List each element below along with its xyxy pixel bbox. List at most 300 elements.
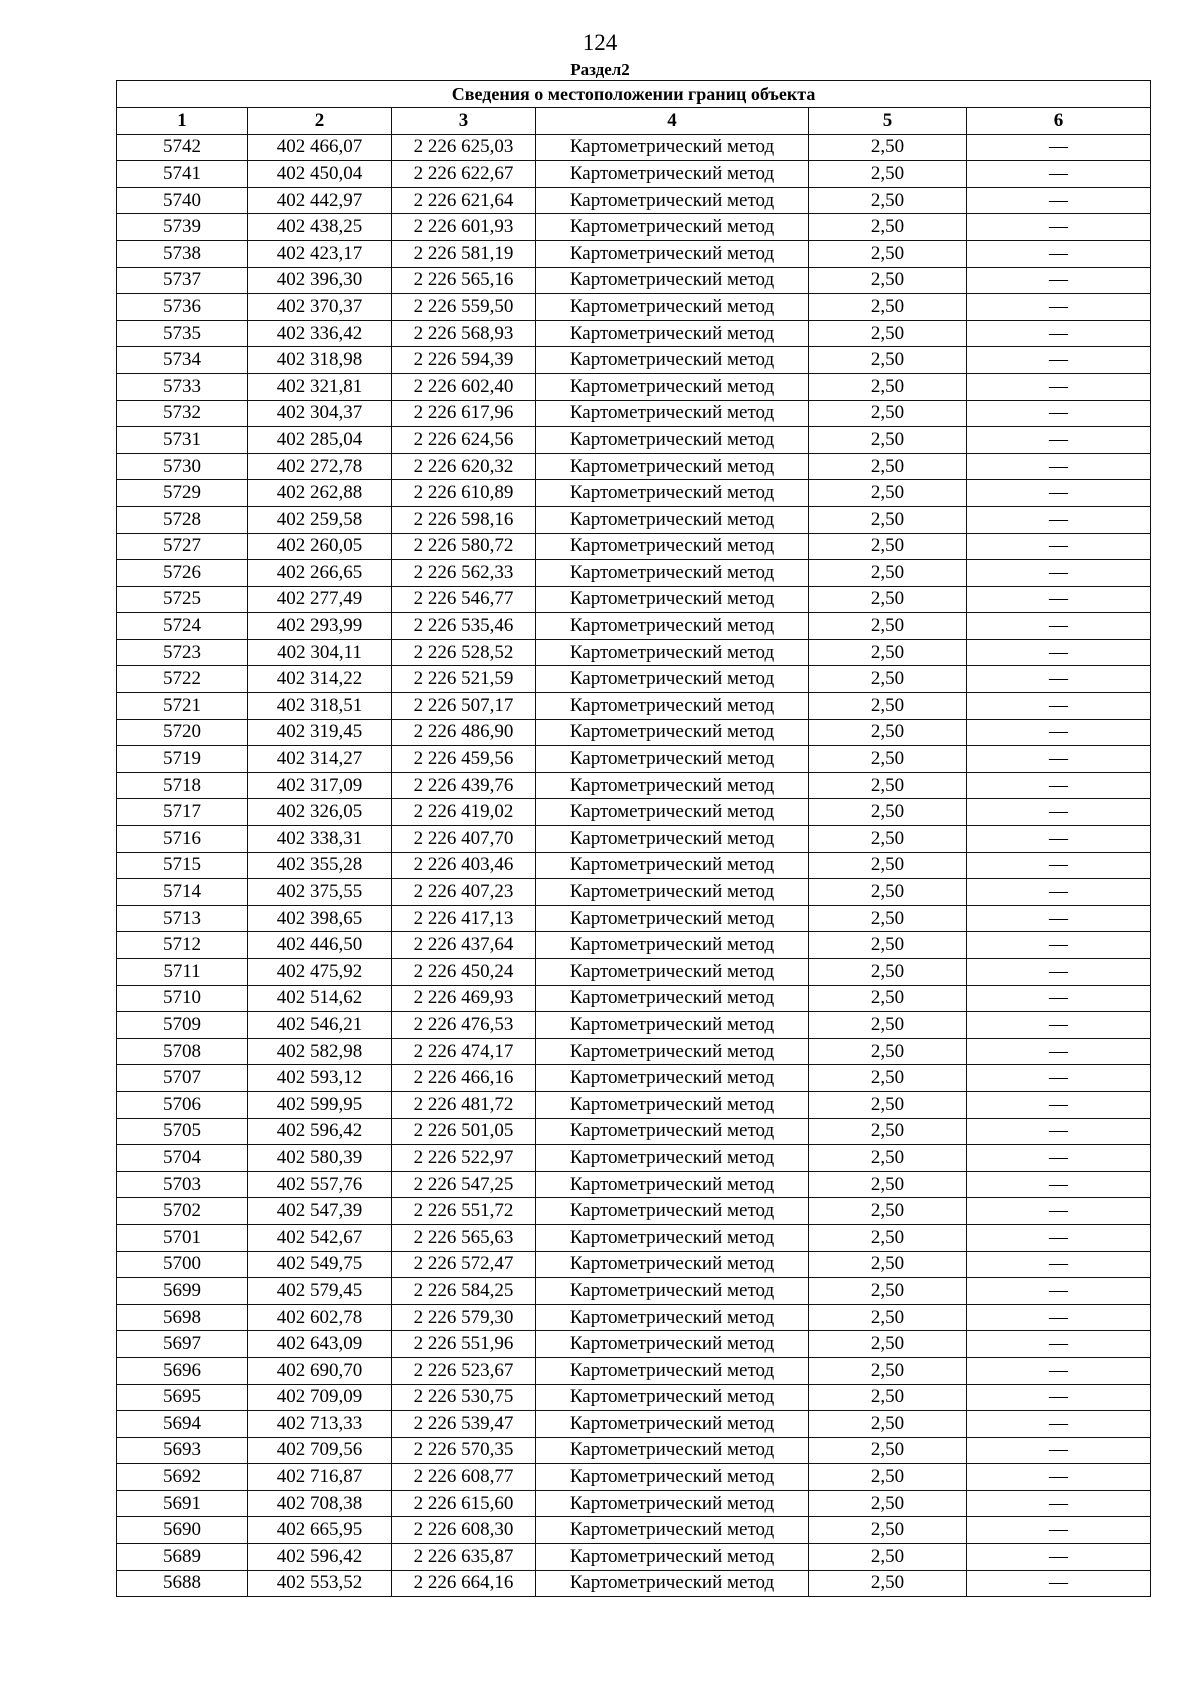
x-coordinate-cell: 402 580,39 — [248, 1145, 392, 1172]
precision-cell: 2,50 — [809, 1304, 967, 1331]
y-coordinate-cell: 2 226 621,64 — [392, 187, 536, 214]
method-cell: Картометрический метод — [536, 214, 809, 241]
table-row — [117, 693, 1151, 720]
point-number-cell: 5722 — [117, 666, 248, 693]
point-number-cell: 5729 — [117, 480, 248, 507]
table-row — [117, 347, 1151, 374]
table-row — [117, 772, 1151, 799]
precision-cell: 2,50 — [809, 267, 967, 294]
method-cell: Картометрический метод — [536, 905, 809, 932]
point-number-cell: 5733 — [117, 373, 248, 400]
method-cell: Картометрический метод — [536, 1544, 809, 1571]
point-number-cell: 5710 — [117, 985, 248, 1012]
x-coordinate-cell: 402 423,17 — [248, 240, 392, 267]
point-number-cell: 5742 — [117, 134, 248, 161]
table-row — [117, 1012, 1151, 1039]
precision-cell: 2,50 — [809, 480, 967, 507]
y-coordinate-cell: 2 226 530,75 — [392, 1384, 536, 1411]
precision-cell: 2,50 — [809, 1118, 967, 1145]
precision-cell: 2,50 — [809, 666, 967, 693]
point-number-cell: 5691 — [117, 1490, 248, 1517]
point-number-cell: 5697 — [117, 1331, 248, 1358]
y-coordinate-cell: 2 226 419,02 — [392, 799, 536, 826]
point-number-cell: 5689 — [117, 1544, 248, 1571]
method-cell: Картометрический метод — [536, 480, 809, 507]
point-number-cell: 5727 — [117, 533, 248, 560]
precision-cell: 2,50 — [809, 560, 967, 587]
method-cell: Картометрический метод — [536, 693, 809, 720]
point-number-cell: 5692 — [117, 1464, 248, 1491]
precision-cell: 2,50 — [809, 1251, 967, 1278]
method-cell: Картометрический метод — [536, 1570, 809, 1597]
method-cell: Картометрический метод — [536, 932, 809, 959]
x-coordinate-cell: 402 553,52 — [248, 1570, 392, 1597]
description-cell: — — [967, 267, 1151, 294]
y-coordinate-cell: 2 226 664,16 — [392, 1570, 536, 1597]
table-row — [117, 427, 1151, 454]
x-coordinate-cell: 402 643,09 — [248, 1331, 392, 1358]
point-number-cell: 5723 — [117, 639, 248, 666]
method-cell: Картометрический метод — [536, 1251, 809, 1278]
point-number-cell: 5712 — [117, 932, 248, 959]
table-row — [117, 666, 1151, 693]
table-row — [117, 985, 1151, 1012]
table-row — [117, 161, 1151, 188]
y-coordinate-cell: 2 226 602,40 — [392, 373, 536, 400]
precision-cell: 2,50 — [809, 1224, 967, 1251]
table-row — [117, 240, 1151, 267]
table-row — [117, 480, 1151, 507]
boundary-coordinates-table — [116, 80, 1151, 1597]
precision-cell: 2,50 — [809, 347, 967, 374]
x-coordinate-cell: 402 665,95 — [248, 1517, 392, 1544]
point-number-cell: 5688 — [117, 1570, 248, 1597]
table-row — [117, 1171, 1151, 1198]
point-number-cell: 5690 — [117, 1517, 248, 1544]
precision-cell: 2,50 — [809, 1411, 967, 1438]
description-cell: — — [967, 1038, 1151, 1065]
method-cell: Картометрический метод — [536, 1464, 809, 1491]
x-coordinate-cell: 402 713,33 — [248, 1411, 392, 1438]
description-cell: — — [967, 1171, 1151, 1198]
method-cell: Картометрический метод — [536, 1012, 809, 1039]
table-row — [117, 214, 1151, 241]
x-coordinate-cell: 402 475,92 — [248, 959, 392, 986]
point-number-cell: 5720 — [117, 719, 248, 746]
table-row — [117, 320, 1151, 347]
table-row — [117, 1384, 1151, 1411]
x-coordinate-cell: 402 304,11 — [248, 639, 392, 666]
precision-cell: 2,50 — [809, 294, 967, 321]
y-coordinate-cell: 2 226 584,25 — [392, 1278, 536, 1305]
description-cell: — — [967, 134, 1151, 161]
y-coordinate-cell: 2 226 523,67 — [392, 1357, 536, 1384]
x-coordinate-cell: 402 304,37 — [248, 400, 392, 427]
description-cell: — — [967, 852, 1151, 879]
description-cell: — — [967, 1331, 1151, 1358]
description-cell: — — [967, 347, 1151, 374]
x-coordinate-cell: 402 599,95 — [248, 1091, 392, 1118]
y-coordinate-cell: 2 226 635,87 — [392, 1544, 536, 1571]
y-coordinate-cell: 2 226 580,72 — [392, 533, 536, 560]
point-number-cell: 5705 — [117, 1118, 248, 1145]
precision-cell: 2,50 — [809, 879, 967, 906]
y-coordinate-cell: 2 226 407,70 — [392, 826, 536, 853]
x-coordinate-cell: 402 317,09 — [248, 772, 392, 799]
y-coordinate-cell: 2 226 521,59 — [392, 666, 536, 693]
x-coordinate-cell: 402 593,12 — [248, 1065, 392, 1092]
description-cell: — — [967, 1091, 1151, 1118]
method-cell: Картометрический метод — [536, 1517, 809, 1544]
precision-cell: 2,50 — [809, 799, 967, 826]
x-coordinate-cell: 402 375,55 — [248, 879, 392, 906]
x-coordinate-cell: 402 262,88 — [248, 480, 392, 507]
description-cell: — — [967, 1464, 1151, 1491]
point-number-cell: 5698 — [117, 1304, 248, 1331]
precision-cell: 2,50 — [809, 1464, 967, 1491]
point-number-cell: 5730 — [117, 453, 248, 480]
description-cell: — — [967, 1118, 1151, 1145]
column-header-5: 5 — [809, 108, 967, 135]
description-cell: — — [967, 1012, 1151, 1039]
description-cell: — — [967, 1278, 1151, 1305]
table-row — [117, 267, 1151, 294]
precision-cell: 2,50 — [809, 1437, 967, 1464]
table-row — [117, 1570, 1151, 1597]
x-coordinate-cell: 402 259,58 — [248, 506, 392, 533]
page-number: 124 — [582, 30, 618, 55]
x-coordinate-cell: 402 314,22 — [248, 666, 392, 693]
description-cell: — — [967, 187, 1151, 214]
precision-cell: 2,50 — [809, 932, 967, 959]
table-row — [117, 1464, 1151, 1491]
table-row — [117, 799, 1151, 826]
point-number-cell: 5734 — [117, 347, 248, 374]
y-coordinate-cell: 2 226 608,30 — [392, 1517, 536, 1544]
description-cell: — — [967, 400, 1151, 427]
x-coordinate-cell: 402 442,97 — [248, 187, 392, 214]
y-coordinate-cell: 2 226 598,16 — [392, 506, 536, 533]
table-body — [117, 134, 1151, 1597]
description-cell: — — [967, 1570, 1151, 1597]
precision-cell: 2,50 — [809, 826, 967, 853]
method-cell: Картометрический метод — [536, 639, 809, 666]
table-row — [117, 719, 1151, 746]
x-coordinate-cell: 402 318,51 — [248, 693, 392, 720]
precision-cell: 2,50 — [809, 1171, 967, 1198]
x-coordinate-cell: 402 446,50 — [248, 932, 392, 959]
y-coordinate-cell: 2 226 610,89 — [392, 480, 536, 507]
precision-cell: 2,50 — [809, 1517, 967, 1544]
precision-cell: 2,50 — [809, 1038, 967, 1065]
method-cell: Картометрический метод — [536, 267, 809, 294]
point-number-cell: 5721 — [117, 693, 248, 720]
x-coordinate-cell: 402 338,31 — [248, 826, 392, 853]
x-coordinate-cell: 402 557,76 — [248, 1171, 392, 1198]
method-cell: Картометрический метод — [536, 1145, 809, 1172]
table-row — [117, 932, 1151, 959]
precision-cell: 2,50 — [809, 1091, 967, 1118]
description-cell: — — [967, 772, 1151, 799]
x-coordinate-cell: 402 326,05 — [248, 799, 392, 826]
precision-cell: 2,50 — [809, 1278, 967, 1305]
description-cell: — — [967, 613, 1151, 640]
description-cell: — — [967, 1544, 1151, 1571]
precision-cell: 2,50 — [809, 1544, 967, 1571]
x-coordinate-cell: 402 708,38 — [248, 1490, 392, 1517]
y-coordinate-cell: 2 226 450,24 — [392, 959, 536, 986]
y-coordinate-cell: 2 226 476,53 — [392, 1012, 536, 1039]
x-coordinate-cell: 402 582,98 — [248, 1038, 392, 1065]
table-row — [117, 1118, 1151, 1145]
precision-cell: 2,50 — [809, 373, 967, 400]
precision-cell: 2,50 — [809, 1570, 967, 1597]
x-coordinate-cell: 402 466,07 — [248, 134, 392, 161]
description-cell: — — [967, 586, 1151, 613]
precision-cell: 2,50 — [809, 719, 967, 746]
x-coordinate-cell: 402 549,75 — [248, 1251, 392, 1278]
description-cell: — — [967, 506, 1151, 533]
method-cell: Картометрический метод — [536, 1384, 809, 1411]
point-number-cell: 5696 — [117, 1357, 248, 1384]
y-coordinate-cell: 2 226 625,03 — [392, 134, 536, 161]
point-number-cell: 5694 — [117, 1411, 248, 1438]
precision-cell: 2,50 — [809, 586, 967, 613]
precision-cell: 2,50 — [809, 1145, 967, 1172]
method-cell: Картометрический метод — [536, 772, 809, 799]
description-cell: — — [967, 533, 1151, 560]
description-cell: — — [967, 826, 1151, 853]
x-coordinate-cell: 402 396,30 — [248, 267, 392, 294]
precision-cell: 2,50 — [809, 693, 967, 720]
table-row — [117, 1038, 1151, 1065]
point-number-cell: 5718 — [117, 772, 248, 799]
table-row — [117, 533, 1151, 560]
point-number-cell: 5736 — [117, 294, 248, 321]
table-row — [117, 1437, 1151, 1464]
point-number-cell: 5709 — [117, 1012, 248, 1039]
precision-cell: 2,50 — [809, 985, 967, 1012]
precision-cell: 2,50 — [809, 959, 967, 986]
table-row — [117, 1304, 1151, 1331]
method-cell: Картометрический метод — [536, 746, 809, 773]
point-number-cell: 5704 — [117, 1145, 248, 1172]
y-coordinate-cell: 2 226 579,30 — [392, 1304, 536, 1331]
x-coordinate-cell: 402 547,39 — [248, 1198, 392, 1225]
point-number-cell: 5706 — [117, 1091, 248, 1118]
method-cell: Картометрический метод — [536, 1411, 809, 1438]
precision-cell: 2,50 — [809, 772, 967, 799]
description-cell: — — [967, 1411, 1151, 1438]
x-coordinate-cell: 402 546,21 — [248, 1012, 392, 1039]
method-cell: Картометрический метод — [536, 613, 809, 640]
table-row — [117, 905, 1151, 932]
point-number-cell: 5713 — [117, 905, 248, 932]
table-row — [117, 879, 1151, 906]
y-coordinate-cell: 2 226 601,93 — [392, 214, 536, 241]
point-number-cell: 5708 — [117, 1038, 248, 1065]
description-cell: — — [967, 560, 1151, 587]
point-number-cell: 5731 — [117, 427, 248, 454]
description-cell: — — [967, 1145, 1151, 1172]
x-coordinate-cell: 402 355,28 — [248, 852, 392, 879]
description-cell: — — [967, 985, 1151, 1012]
description-cell: — — [967, 799, 1151, 826]
table-row — [117, 1490, 1151, 1517]
y-coordinate-cell: 2 226 565,16 — [392, 267, 536, 294]
description-cell: — — [967, 1437, 1151, 1464]
table-row — [117, 1224, 1151, 1251]
point-number-cell: 5695 — [117, 1384, 248, 1411]
method-cell: Картометрический метод — [536, 1171, 809, 1198]
method-cell: Картометрический метод — [536, 347, 809, 374]
precision-cell: 2,50 — [809, 427, 967, 454]
x-coordinate-cell: 402 716,87 — [248, 1464, 392, 1491]
precision-cell: 2,50 — [809, 134, 967, 161]
method-cell: Картометрический метод — [536, 560, 809, 587]
method-cell: Картометрический метод — [536, 400, 809, 427]
method-cell: Картометрический метод — [536, 1278, 809, 1305]
y-coordinate-cell: 2 226 539,47 — [392, 1411, 536, 1438]
point-number-cell: 5739 — [117, 214, 248, 241]
method-cell: Картометрический метод — [536, 852, 809, 879]
description-cell: — — [967, 1198, 1151, 1225]
method-cell: Картометрический метод — [536, 959, 809, 986]
x-coordinate-cell: 402 319,45 — [248, 719, 392, 746]
y-coordinate-cell: 2 226 565,63 — [392, 1224, 536, 1251]
method-cell: Картометрический метод — [536, 1118, 809, 1145]
y-coordinate-cell: 2 226 522,97 — [392, 1145, 536, 1172]
x-coordinate-cell: 402 542,67 — [248, 1224, 392, 1251]
point-number-cell: 5732 — [117, 400, 248, 427]
method-cell: Картометрический метод — [536, 320, 809, 347]
precision-cell: 2,50 — [809, 533, 967, 560]
method-cell: Картометрический метод — [536, 719, 809, 746]
y-coordinate-cell: 2 226 474,17 — [392, 1038, 536, 1065]
column-header-4: 4 — [536, 108, 809, 135]
method-cell: Картометрический метод — [536, 294, 809, 321]
description-cell: — — [967, 427, 1151, 454]
table-row — [117, 613, 1151, 640]
x-coordinate-cell: 402 370,37 — [248, 294, 392, 321]
table-row — [117, 187, 1151, 214]
method-cell: Картометрический метод — [536, 506, 809, 533]
precision-cell: 2,50 — [809, 1012, 967, 1039]
y-coordinate-cell: 2 226 581,19 — [392, 240, 536, 267]
table-row — [117, 453, 1151, 480]
point-number-cell: 5700 — [117, 1251, 248, 1278]
point-number-cell: 5737 — [117, 267, 248, 294]
method-cell: Картометрический метод — [536, 373, 809, 400]
method-cell: Картометрический метод — [536, 187, 809, 214]
precision-cell: 2,50 — [809, 453, 967, 480]
method-cell: Картометрический метод — [536, 1357, 809, 1384]
description-cell: — — [967, 320, 1151, 347]
description-cell: — — [967, 1517, 1151, 1544]
y-coordinate-cell: 2 226 417,13 — [392, 905, 536, 932]
point-number-cell: 5738 — [117, 240, 248, 267]
y-coordinate-cell: 2 226 617,96 — [392, 400, 536, 427]
point-number-cell: 5716 — [117, 826, 248, 853]
x-coordinate-cell: 402 398,65 — [248, 905, 392, 932]
description-cell: — — [967, 1224, 1151, 1251]
description-cell: — — [967, 1490, 1151, 1517]
table-row — [117, 1065, 1151, 1092]
description-cell: — — [967, 905, 1151, 932]
description-cell: — — [967, 746, 1151, 773]
precision-cell: 2,50 — [809, 240, 967, 267]
point-number-cell: 5693 — [117, 1437, 248, 1464]
point-number-cell: 5715 — [117, 852, 248, 879]
table-row — [117, 959, 1151, 986]
y-coordinate-cell: 2 226 568,93 — [392, 320, 536, 347]
y-coordinate-cell: 2 226 546,77 — [392, 586, 536, 613]
description-cell: — — [967, 1251, 1151, 1278]
table-row — [117, 1278, 1151, 1305]
precision-cell: 2,50 — [809, 1384, 967, 1411]
section-title: Раздел2 — [570, 60, 630, 79]
method-cell: Картометрический метод — [536, 134, 809, 161]
point-number-cell: 5726 — [117, 560, 248, 587]
y-coordinate-cell: 2 226 570,35 — [392, 1437, 536, 1464]
table-row — [117, 852, 1151, 879]
y-coordinate-cell: 2 226 547,25 — [392, 1171, 536, 1198]
table-row — [117, 1251, 1151, 1278]
x-coordinate-cell: 402 285,04 — [248, 427, 392, 454]
method-cell: Картометрический метод — [536, 161, 809, 188]
table-row — [117, 400, 1151, 427]
x-coordinate-cell: 402 318,98 — [248, 347, 392, 374]
y-coordinate-cell: 2 226 572,47 — [392, 1251, 536, 1278]
point-number-cell: 5735 — [117, 320, 248, 347]
precision-cell: 2,50 — [809, 1331, 967, 1358]
method-cell: Картометрический метод — [536, 1224, 809, 1251]
x-coordinate-cell: 402 596,42 — [248, 1118, 392, 1145]
y-coordinate-cell: 2 226 624,56 — [392, 427, 536, 454]
precision-cell: 2,50 — [809, 1065, 967, 1092]
method-cell: Картометрический метод — [536, 1304, 809, 1331]
precision-cell: 2,50 — [809, 161, 967, 188]
table-row — [117, 1517, 1151, 1544]
x-coordinate-cell: 402 690,70 — [248, 1357, 392, 1384]
method-cell: Картометрический метод — [536, 1331, 809, 1358]
point-number-cell: 5725 — [117, 586, 248, 613]
point-number-cell: 5741 — [117, 161, 248, 188]
method-cell: Картометрический метод — [536, 1198, 809, 1225]
method-cell: Картометрический метод — [536, 586, 809, 613]
column-header-3: 3 — [392, 108, 536, 135]
method-cell: Картометрический метод — [536, 666, 809, 693]
y-coordinate-cell: 2 226 562,33 — [392, 560, 536, 587]
method-cell: Картометрический метод — [536, 826, 809, 853]
table-row — [117, 373, 1151, 400]
description-cell: — — [967, 373, 1151, 400]
table-row — [117, 294, 1151, 321]
method-cell: Картометрический метод — [536, 240, 809, 267]
x-coordinate-cell: 402 266,65 — [248, 560, 392, 587]
table-row — [117, 1544, 1151, 1571]
point-number-cell: 5740 — [117, 187, 248, 214]
precision-cell: 2,50 — [809, 1198, 967, 1225]
x-coordinate-cell: 402 709,56 — [248, 1437, 392, 1464]
description-cell: — — [967, 719, 1151, 746]
y-coordinate-cell: 2 226 466,16 — [392, 1065, 536, 1092]
y-coordinate-cell: 2 226 608,77 — [392, 1464, 536, 1491]
x-coordinate-cell: 402 293,99 — [248, 613, 392, 640]
y-coordinate-cell: 2 226 528,52 — [392, 639, 536, 666]
x-coordinate-cell: 402 314,27 — [248, 746, 392, 773]
point-number-cell: 5699 — [117, 1278, 248, 1305]
